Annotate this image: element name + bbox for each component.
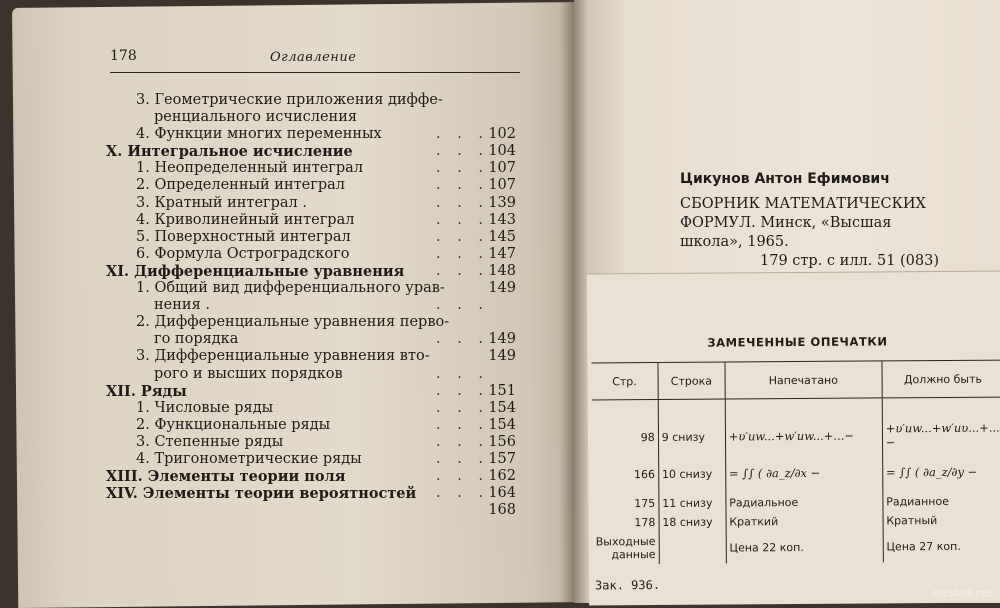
column-header: Должно быть [882, 360, 1000, 398]
toc-leader-dots: . . . [436, 399, 490, 416]
column-header: Напечатано [725, 361, 882, 399]
table-of-contents [106, 92, 516, 519]
toc-entry [106, 400, 516, 417]
toc-page-number: 143 [488, 211, 516, 228]
errata-cell-line: 18 снизу [659, 513, 726, 532]
toc-page-number: 149 [488, 348, 516, 365]
errata-cell-page: 98 [640, 430, 655, 444]
toc-entry-text: 1. Числовые ряды [136, 399, 274, 416]
toc-page-number: 148 [488, 262, 516, 279]
author-name: Цикунов Антон Ефимович [680, 171, 890, 187]
toc-page-number: 102 [488, 126, 516, 143]
toc-page-number: 145 [488, 228, 516, 245]
toc-page-number: 156 [488, 433, 516, 450]
toc-entry-text: ренциального исчисления [154, 109, 358, 126]
toc-entry-text: 6. Формула Остроградского [136, 245, 350, 262]
toc-entry [106, 451, 516, 468]
toc-entry-text: го порядка [154, 331, 239, 348]
pages-info: 179 стр. с илл. 51 (083) [760, 253, 940, 269]
toc-leader-dots: . . . [436, 331, 490, 348]
book-title-line: СБОРНИК МАТЕМАТИЧЕСКИХ [680, 196, 926, 212]
page-number: 178 [110, 48, 137, 64]
toc-leader-dots: . . . [436, 382, 490, 399]
toc-entry [106, 383, 516, 400]
errata-row [592, 418, 1000, 455]
toc-page-number: 162 [488, 468, 516, 485]
errata-header-row [591, 360, 1000, 400]
toc-entry [106, 468, 516, 485]
order-number: Зак. 936. [594, 577, 661, 593]
column-header: Строка [658, 362, 725, 399]
toc-entry [106, 126, 516, 143]
toc-leader-dots: . . . [436, 177, 490, 194]
toc-entry [106, 177, 516, 194]
toc-entry-text: 2. Функциональные ряды [136, 416, 331, 433]
toc-entry-text: 3. Кратный интеграл . [136, 194, 307, 211]
toc-entry-text: 5. Поверхностный интеграл [136, 228, 351, 245]
toc-leader-dots: . . . [436, 297, 490, 314]
errata-spacer-row [592, 397, 1000, 420]
errata-cell-printed: = ∫∫ ( ∂a_z/∂x − [725, 452, 882, 493]
toc-entry-text: XIII. Элементы теории поля [106, 468, 346, 486]
toc-page-number: 154 [488, 416, 516, 433]
toc-leader-dots: . . . [436, 262, 490, 279]
toc-entry-text: 1. Общий вид дифференциального урав- [136, 280, 445, 297]
toc-page-number: 147 [488, 245, 516, 262]
toc-leader-dots: . . . [436, 245, 490, 262]
errata-cell-page: 175 [634, 496, 656, 511]
toc-entry-text: нения . [154, 297, 210, 314]
toc-entry [106, 229, 516, 246]
errata-cell-line [659, 532, 726, 564]
toc-entry-text: 4. Тригонометрические ряды [136, 450, 362, 467]
errata-cell-correct: Кратный [883, 511, 1000, 531]
toc-entry [106, 280, 516, 297]
page-header [110, 48, 520, 73]
toc-leader-dots: . . . [436, 416, 490, 433]
errata-cell-line: 9 снизу [658, 420, 725, 454]
errata-cell-page: 178 [634, 515, 656, 530]
toc-leader-dots: . . . [436, 143, 490, 160]
toc-entry-text: 3. Дифференциальные уравнения вто- [136, 348, 430, 365]
toc-entry [106, 109, 516, 126]
toc-page-number: 154 [488, 399, 516, 416]
toc-entry [106, 434, 516, 451]
toc-entry-text: XIV. Элементы теории вероятностей [106, 485, 417, 503]
watermark: meshok.net [933, 588, 992, 599]
toc-leader-dots: . . . [436, 468, 490, 485]
toc-entry-text: рого и высших порядков [154, 365, 343, 382]
errata-row [593, 530, 1000, 565]
toc-entry [106, 366, 516, 383]
toc-page-number: 139 [488, 194, 516, 211]
toc-leader-dots: . . . [436, 365, 490, 382]
toc-entry [106, 263, 516, 280]
errata-cell-line: 10 снизу [658, 454, 725, 494]
toc-entry [106, 212, 516, 229]
toc-entry [106, 348, 516, 365]
toc-leader-dots: . . . [436, 433, 490, 450]
column-header: Стр. [591, 362, 657, 399]
errata-cell-page: 166 [633, 467, 656, 481]
toc-page-number: 151 [488, 382, 516, 399]
toc-entry [106, 314, 516, 331]
toc-leader-dots: . . . [436, 228, 490, 245]
errata-table [591, 360, 1000, 565]
book-title-line: школа», 1965. [680, 234, 789, 250]
toc-page-number: 164 [488, 485, 516, 502]
toc-leader-dots: . . . [436, 194, 490, 211]
book-title-line: ФОРМУЛ. Минск, «Высшая [680, 215, 892, 231]
toc-entry [106, 195, 516, 212]
toc-page-number: 107 [488, 177, 516, 194]
errata-cell-correct: +υ′uw...+w′uυ...+...− [882, 418, 1000, 453]
errata-row [592, 452, 1000, 495]
toc-leader-dots: . . . [436, 160, 490, 177]
toc-page-number: 107 [488, 160, 516, 177]
errata-title: ЗАМЕЧЕННЫЕ ОПЕЧАТКИ [707, 334, 888, 350]
toc-entry-text: 2. Дифференциальные уравнения перво- [136, 314, 450, 331]
toc-entry-text: X. Интегральное исчисление [106, 143, 353, 161]
toc-entry [106, 502, 516, 519]
toc-entry [106, 297, 516, 314]
toc-entry-text: 3. Степенные ряды [136, 433, 284, 450]
errata-cell-printed: +υ′uw...+w′uw...+...− [725, 418, 882, 453]
imprint-block [680, 170, 980, 271]
errata-slip [587, 271, 1000, 606]
toc-entry-text: XI. Дифференциальные уравнения [106, 262, 405, 280]
toc-leader-dots: . . . [436, 450, 490, 467]
toc-entry-text: 1. Неопределенный интеграл [136, 160, 364, 177]
toc-entry-text: 4. Функции многих переменных [136, 126, 382, 143]
toc-entry [106, 485, 516, 502]
toc-entry-text: 3. Геометрические приложения диффе- [136, 92, 443, 108]
toc-page-number: 157 [488, 450, 516, 467]
toc-entry-text: 2. Определенный интеграл [136, 177, 345, 194]
running-title: Оглавление [270, 50, 357, 65]
toc-entry [106, 143, 516, 160]
toc-entry [106, 160, 516, 177]
toc-leader-dots: . . . [436, 211, 490, 228]
toc-leader-dots: . . . [436, 126, 490, 143]
toc-entry [106, 92, 516, 109]
toc-entry-text: 4. Криволинейный интеграл [136, 211, 355, 228]
toc-entry [106, 417, 516, 434]
toc-entry [106, 246, 516, 263]
errata-cell-line: 11 снизу [659, 494, 726, 513]
errata-cell-correct: = ∫∫ ( ∂a_z/∂y − [882, 452, 1000, 493]
errata-cell-printed: Краткий [726, 511, 883, 531]
errata-cell-correct: Цена 27 коп. [883, 530, 1000, 563]
errata-cell-page: Выходные данные [595, 534, 656, 562]
errata-cell-printed: Радиальное [726, 492, 883, 512]
toc-page-number: 168 [488, 502, 516, 519]
toc-page-number: 149 [488, 331, 516, 348]
errata-cell-printed: Цена 22 коп. [726, 530, 883, 563]
toc-entry [106, 331, 516, 348]
toc-page-number: 104 [488, 143, 516, 160]
toc-page-number: 149 [488, 280, 516, 297]
book-gutter [560, 0, 588, 603]
toc-leader-dots: . . . [436, 485, 490, 502]
errata-cell-correct: Радианное [883, 492, 1000, 512]
toc-entry-text: XII. Ряды [106, 382, 187, 400]
